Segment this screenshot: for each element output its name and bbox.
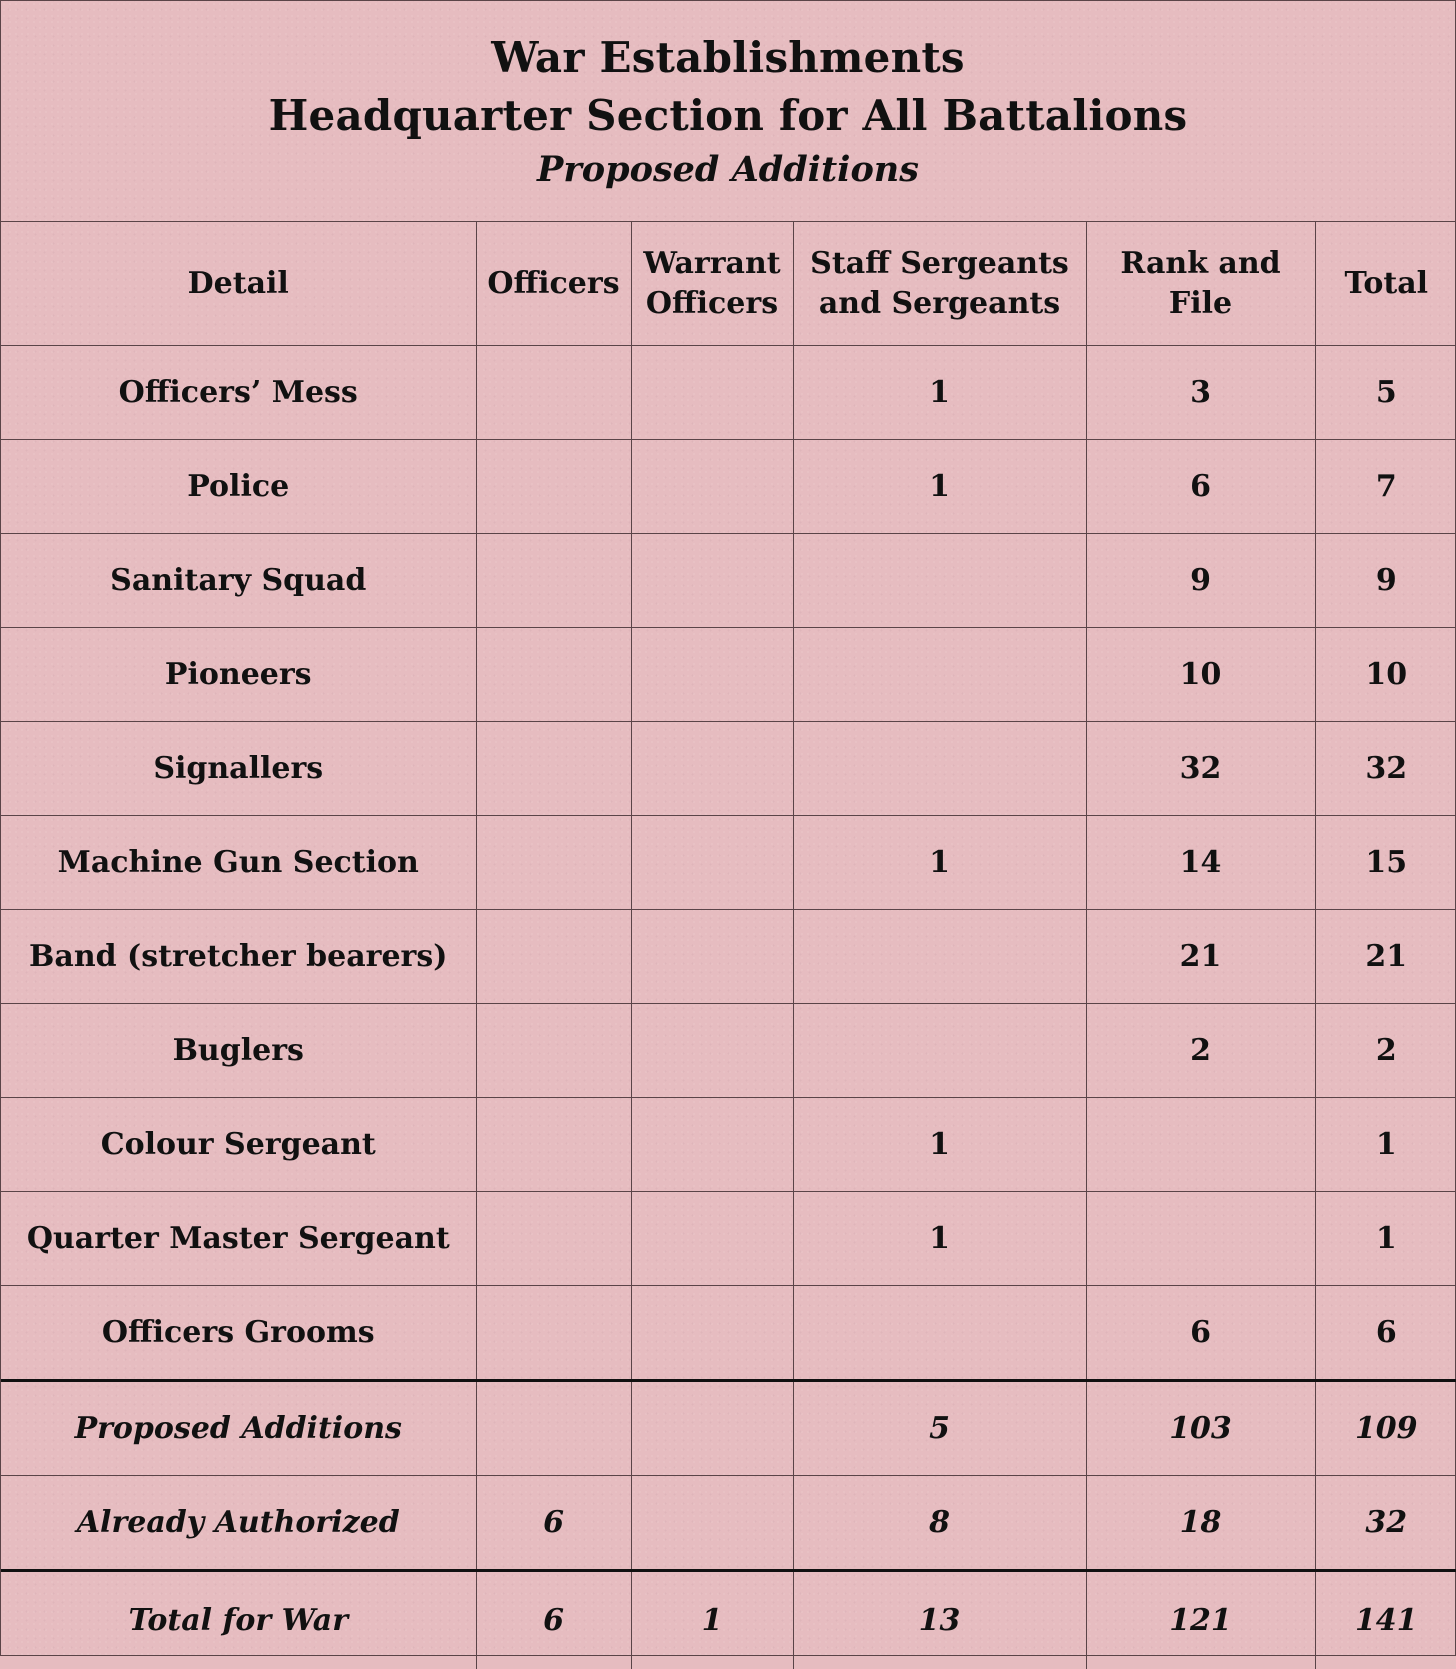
cell-warrant-officers bbox=[631, 1004, 793, 1098]
cell-rank-and-file: 3 bbox=[1086, 346, 1315, 440]
cell-total: 6 bbox=[1315, 1286, 1456, 1381]
document-subtitle: Headquarter Section for All Battalions bbox=[1, 87, 1455, 145]
cell-rank-and-file: 18 bbox=[1086, 1476, 1315, 1571]
cell-rank-and-file: 21 bbox=[1086, 910, 1315, 1004]
header-sergeants-label: Staff Sergeants and Sergeants bbox=[807, 244, 1072, 324]
cell-rank-and-file: 10 bbox=[1086, 628, 1315, 722]
cell-rank-and-file: 9 bbox=[1086, 534, 1315, 628]
header-officers: Officers bbox=[476, 222, 631, 346]
cell-warrant-officers bbox=[631, 1192, 793, 1286]
cell-warrant-officers bbox=[631, 1098, 793, 1192]
cell-officers bbox=[476, 1381, 631, 1476]
cell-officers bbox=[476, 534, 631, 628]
table-row bbox=[1, 816, 1456, 910]
cell-officers bbox=[476, 1098, 631, 1192]
cell-rank-and-file: 2 bbox=[1086, 1004, 1315, 1098]
header-total: Total bbox=[1315, 222, 1456, 346]
cell-sergeants: 5 bbox=[793, 1381, 1086, 1476]
header-warrant-officers-label: Warrant Officers bbox=[642, 244, 782, 324]
cell-detail: Officers Grooms bbox=[1, 1286, 476, 1381]
cell-sergeants bbox=[793, 534, 1086, 628]
cell-officers bbox=[476, 1286, 631, 1381]
cell-detail: Officers’ Mess bbox=[1, 346, 476, 440]
cell-detail: Proposed Additions bbox=[1, 1381, 476, 1476]
cell-warrant-officers bbox=[631, 1381, 793, 1476]
cell-sergeants bbox=[793, 722, 1086, 816]
cell-rank-and-file: 121 bbox=[1086, 1571, 1315, 1669]
cell-sergeants: 1 bbox=[793, 1098, 1086, 1192]
table-row bbox=[1, 534, 1456, 628]
cell-sergeants: 1 bbox=[793, 346, 1086, 440]
cell-warrant-officers bbox=[631, 910, 793, 1004]
cell-warrant-officers bbox=[631, 440, 793, 534]
cell-sergeants: 13 bbox=[793, 1571, 1086, 1669]
cell-total: 7 bbox=[1315, 440, 1456, 534]
table-header-row bbox=[1, 222, 1456, 346]
cell-detail: Signallers bbox=[1, 722, 476, 816]
cell-total: 21 bbox=[1315, 910, 1456, 1004]
cell-detail: Already Authorized bbox=[1, 1476, 476, 1571]
cell-officers: 6 bbox=[476, 1571, 631, 1669]
table-row bbox=[1, 1098, 1456, 1192]
table-row bbox=[1, 440, 1456, 534]
cell-total: 15 bbox=[1315, 816, 1456, 910]
cell-detail: Band (stretcher bearers) bbox=[1, 910, 476, 1004]
cell-warrant-officers: 1 bbox=[631, 1571, 793, 1669]
header-sergeants bbox=[793, 222, 1086, 346]
cell-detail: Quarter Master Sergeant bbox=[1, 1192, 476, 1286]
cell-total: 109 bbox=[1315, 1381, 1456, 1476]
cell-total: 1 bbox=[1315, 1192, 1456, 1286]
cell-sergeants: 1 bbox=[793, 816, 1086, 910]
cell-rank-and-file: 6 bbox=[1086, 1286, 1315, 1381]
cell-sergeants: 1 bbox=[793, 1192, 1086, 1286]
cell-total: 9 bbox=[1315, 534, 1456, 628]
cell-officers bbox=[476, 1004, 631, 1098]
cell-total: 1 bbox=[1315, 1098, 1456, 1192]
cell-warrant-officers bbox=[631, 628, 793, 722]
summary-row-proposed-additions bbox=[1, 1381, 1456, 1476]
cell-officers bbox=[476, 722, 631, 816]
cell-total: 32 bbox=[1315, 722, 1456, 816]
cell-detail: Total for War bbox=[1, 1571, 476, 1669]
table-row bbox=[1, 722, 1456, 816]
grand-total-row bbox=[1, 1571, 1456, 1669]
table-row bbox=[1, 910, 1456, 1004]
document-title: War Establishments bbox=[1, 29, 1455, 87]
cell-rank-and-file: 103 bbox=[1086, 1381, 1315, 1476]
cell-detail: Pioneers bbox=[1, 628, 476, 722]
cell-officers: 6 bbox=[476, 1476, 631, 1571]
table-row bbox=[1, 1192, 1456, 1286]
cell-rank-and-file: 14 bbox=[1086, 816, 1315, 910]
cell-sergeants: 1 bbox=[793, 440, 1086, 534]
cell-rank-and-file bbox=[1086, 1098, 1315, 1192]
cell-total: 2 bbox=[1315, 1004, 1456, 1098]
cell-sergeants bbox=[793, 1004, 1086, 1098]
table-row bbox=[1, 628, 1456, 722]
header-detail: Detail bbox=[1, 222, 476, 346]
cell-officers bbox=[476, 346, 631, 440]
cell-officers bbox=[476, 816, 631, 910]
header-rank-and-file-label: Rank and File bbox=[1116, 244, 1286, 324]
header-rank-and-file bbox=[1086, 222, 1315, 346]
cell-detail: Buglers bbox=[1, 1004, 476, 1098]
table-row bbox=[1, 346, 1456, 440]
cell-detail: Police bbox=[1, 440, 476, 534]
cell-warrant-officers bbox=[631, 1476, 793, 1571]
cell-warrant-officers bbox=[631, 534, 793, 628]
cell-detail: Machine Gun Section bbox=[1, 816, 476, 910]
header-warrant-officers bbox=[631, 222, 793, 346]
cell-sergeants: 8 bbox=[793, 1476, 1086, 1571]
table-row bbox=[1, 1004, 1456, 1098]
cell-total: 10 bbox=[1315, 628, 1456, 722]
cell-total: 141 bbox=[1315, 1571, 1456, 1669]
cell-warrant-officers bbox=[631, 722, 793, 816]
document-caption: Proposed Additions bbox=[1, 145, 1455, 195]
cell-warrant-officers bbox=[631, 1286, 793, 1381]
establishment-table bbox=[1, 221, 1456, 1669]
cell-detail: Colour Sergeant bbox=[1, 1098, 476, 1192]
cell-total: 5 bbox=[1315, 346, 1456, 440]
summary-row-already-authorized bbox=[1, 1476, 1456, 1571]
cell-rank-and-file: 6 bbox=[1086, 440, 1315, 534]
table-body bbox=[1, 346, 1456, 1381]
cell-sergeants bbox=[793, 1286, 1086, 1381]
cell-detail: Sanitary Squad bbox=[1, 534, 476, 628]
cell-warrant-officers bbox=[631, 346, 793, 440]
cell-officers bbox=[476, 628, 631, 722]
cell-officers bbox=[476, 910, 631, 1004]
cell-sergeants bbox=[793, 910, 1086, 1004]
cell-rank-and-file: 32 bbox=[1086, 722, 1315, 816]
cell-sergeants bbox=[793, 628, 1086, 722]
cell-total: 32 bbox=[1315, 1476, 1456, 1571]
cell-officers bbox=[476, 440, 631, 534]
table-summary bbox=[1, 1381, 1456, 1669]
cell-warrant-officers bbox=[631, 816, 793, 910]
cell-rank-and-file bbox=[1086, 1192, 1315, 1286]
cell-officers bbox=[476, 1192, 631, 1286]
table-row bbox=[1, 1286, 1456, 1381]
title-block bbox=[1, 1, 1455, 221]
